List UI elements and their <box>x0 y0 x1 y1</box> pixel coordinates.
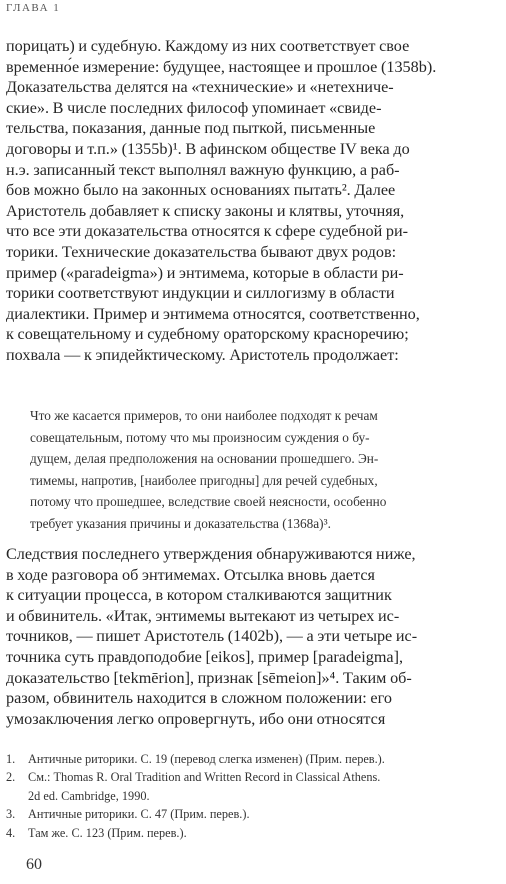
footnote-line: Античные риторики. С. 19 (перевод слегка изменен) (Прим. перев.). <box>28 752 385 766</box>
paragraph-1 <box>6 36 500 366</box>
quote-line: Что же касается примеров, то они наиболее подходят к речам <box>30 408 378 423</box>
text-line: доказательство [tekmērion], признак [sēmeion]»⁴. Таким об- <box>6 668 412 687</box>
text-line: н.э. записанный текст выполнял важную функцию, а раб- <box>6 160 400 179</box>
running-head: ГЛАВА 1 <box>6 2 61 14</box>
footnote-line: Там же. С. 123 (Прим. перев.). <box>28 825 187 840</box>
text-line: что все эти доказательства относятся к сфере судебной ри- <box>6 222 409 241</box>
footnote-text <box>28 768 500 805</box>
quote-line: совещательным, потому что мы произносим суждения о бу- <box>30 429 370 445</box>
footnote-text <box>28 805 500 823</box>
footnote-number: 1. <box>6 752 16 766</box>
text-line: бов можно было на законных основаниях пытать². Далее <box>6 181 396 200</box>
text-line: торики соответствуют индукции и силлогизму в области <box>6 284 395 303</box>
footnote-line: 2d ed. Cambridge, 1990. <box>28 788 150 803</box>
footnote-text <box>28 750 500 768</box>
text-line: тельства, показания, данные под пыткой, письменные <box>6 119 376 138</box>
text-line: диалектики. Пример и энтимема относятся, соответственно, <box>6 304 420 323</box>
text-line: к совещательному и судебному ораторскому красноречию; <box>6 325 409 344</box>
footnote-line: См.: Thomas R. Oral Tradition and Written Record in Classical Athens. <box>28 770 381 785</box>
text-line: Следствия последнего утверждения обнаруживаются ниже, <box>6 545 416 563</box>
paragraph-2 <box>6 544 500 729</box>
text-line: и обвинитель. «Итак, энтимемы вытекают из четырех ис- <box>6 606 400 625</box>
text-line: порицать) и судебную. Каждому из них соответствует свое <box>6 37 410 55</box>
footnote-line: Античные риторики. С. 47 (Прим. перев.). <box>28 807 250 822</box>
footnotes <box>6 750 500 842</box>
text-line: похвала — к эпидейктическому. Аристотель продолжает: <box>6 345 399 364</box>
text-line: разом, обвинитель находится в сложном положении: его <box>6 689 392 708</box>
footnote-4 <box>6 824 500 842</box>
quote-line: требует указания причины и доказательства (1368a)³. <box>30 515 331 531</box>
quote-line: дущем, делая предположения на основании прошедшего. Эн- <box>30 451 379 467</box>
footnote-number: 2. <box>6 770 16 785</box>
quote-line: потому что прошедшее, вследствие своей неясности, особенно <box>30 494 387 510</box>
text-line: Аристотель добавляет к списку законы и клятвы, уточняя, <box>6 201 405 220</box>
text-line: договоры и т.п.» (1355b)¹. В афинском обществе IV века до <box>6 139 410 158</box>
footnote-number: 4. <box>6 825 16 840</box>
text-line: Доказательства делятся на «технические» и «нетехниче- <box>6 78 394 97</box>
text-line: к ситуации процесса, в котором сталкиваются защитник <box>6 586 392 605</box>
text-line: точников, — пишет Аристотель (1402b), — а эти четыре ис- <box>6 627 418 646</box>
page-number: 60 <box>26 856 42 873</box>
footnote-3 <box>6 805 500 823</box>
footnote-number: 3. <box>6 807 16 822</box>
quote-line: тимемы, напротив, [наиболее пригодны] для речей судебных, <box>30 472 378 488</box>
footnote-1 <box>6 750 500 768</box>
text-line: временно́е измерение: будущее, настоящее и прошлое (1358b). <box>6 57 437 76</box>
footnote-text <box>28 824 500 842</box>
footnote-2 <box>6 768 500 805</box>
text-line: торики. Технические доказательства бывают двух родов: <box>6 242 397 261</box>
text-line: в ходе разговора об энтимемах. Отсылка вновь дается <box>6 565 376 584</box>
text-line: пример («paradeigma») и энтимема, которые в области ри- <box>6 263 404 282</box>
block-quote <box>30 405 498 535</box>
text-line: точника суть правдоподобие [eikos], пример [paradeigma], <box>6 647 404 666</box>
text-line: ские». В числе последних философ упоминает «свиде- <box>6 98 382 117</box>
text-line: умозаключения легко опровергнуть, ибо они относятся <box>6 709 386 728</box>
